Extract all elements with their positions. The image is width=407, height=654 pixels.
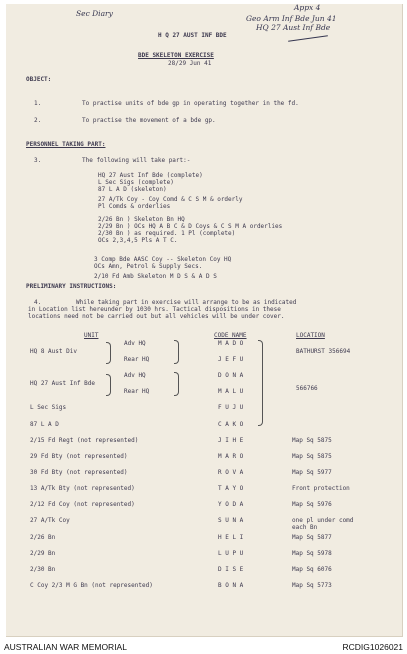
prelim-line: While taking part in exercise will arrange to be as indicated (76, 299, 297, 306)
table-row-location: one pl under comd (292, 517, 354, 524)
paper-sheet (6, 4, 403, 637)
handwritten-note-left: Sec Diary (76, 9, 113, 18)
table-row-sub: Adv HQ (124, 340, 146, 347)
table-row-sub: Rear HQ (124, 356, 150, 363)
table-row-location: Map Sq 5877 (292, 534, 332, 541)
table-row-code: J E F U (218, 356, 244, 363)
column-header-location: LOCATION (296, 332, 325, 339)
personnel-line: OCs Amn, Petrol & Supply Secs. (94, 263, 203, 270)
document-title: H Q 27 AUST INF BDE (158, 32, 227, 39)
table-row-unit: L Sec Sigs (30, 404, 67, 411)
archive-footer (0, 640, 407, 654)
table-row-location: Map Sq 5978 (292, 550, 332, 557)
document-date: 28/29 Jun 41 (168, 60, 212, 67)
document-subtitle: BDE SKELETON EXERCISE (138, 52, 214, 59)
table-row-code: S U N A (218, 517, 244, 524)
table-row-code: B O N A (218, 582, 244, 589)
object-item-text: To practise units of bde gp in operating together in the fd. (82, 100, 299, 107)
brace-hq-bde-codes (174, 372, 179, 396)
brace-hq-div-codes (174, 340, 179, 364)
table-row-code: Y O D A (218, 501, 244, 508)
personnel-line: L Sec Sigs (complete) (98, 179, 174, 186)
table-row-code: H E L I (218, 534, 244, 541)
object-item-number: 2. (34, 117, 42, 124)
table-row-code: T A Y O (218, 485, 244, 492)
table-row-code: L U P U (218, 550, 244, 557)
handwritten-note-line3: HQ 27 Aust Inf Bde (256, 23, 331, 32)
footer-record-id: RCDIG1026021 (342, 642, 403, 652)
table-row-unit: 2/30 Bn (30, 566, 56, 573)
column-header-code: CODE NAME (214, 332, 247, 339)
table-row-unit: 2/15 Fd Regt (not represented) (30, 437, 139, 444)
personnel-line: 2/26 Bn ) Skeleton Bn HQ (98, 216, 185, 223)
table-row-code: M A L U (218, 388, 244, 395)
table-row-unit: 87 L A D (30, 421, 59, 428)
table-row-location: BATHURST 356694 (296, 348, 351, 355)
personnel-line: 2/30 Bn ) as required. 1 Pl (complete) (98, 230, 236, 237)
personnel-heading: PERSONNEL TAKING PART: (26, 141, 106, 148)
personnel-number: 3. (34, 157, 42, 164)
handwritten-note-appx: Appx 4 (294, 3, 321, 12)
table-row-code: F U J U (218, 404, 244, 411)
table-row-unit: 29 Fd Bty (not represented) (30, 453, 128, 460)
table-row-unit: HQ 8 Aust Div (30, 348, 77, 355)
footer-institution: AUSTRALIAN WAR MEMORIAL (4, 642, 127, 652)
personnel-intro: The following will take part:- (82, 157, 191, 164)
table-row-unit: 27 A/Tk Coy (30, 517, 70, 524)
table-row-code: C A K O (218, 421, 244, 428)
table-row-location: Map Sq 5875 (292, 437, 332, 444)
table-row-location: Map Sq 6076 (292, 566, 332, 573)
personnel-line: HQ 27 Aust Inf Bde (complete) (98, 172, 203, 179)
table-row-unit: HQ 27 Aust Inf Bde (30, 380, 96, 387)
table-row-location: Map Sq 5977 (292, 469, 332, 476)
table-row-code: J I H E (218, 437, 244, 444)
table-row-location: Map Sq 5875 (292, 453, 332, 460)
column-header-unit: UNIT (84, 332, 99, 339)
table-row-code: M A R O (218, 453, 244, 460)
brace-code-group (258, 340, 263, 426)
table-row-unit: 2/26 Bn (30, 534, 56, 541)
brace-hq-bde (106, 374, 111, 396)
personnel-line: 2/29 Bn ) OCs HQ A B C & D Coys & C S M A orderlies (98, 223, 283, 230)
table-row-unit: C Coy 2/3 M G Bn (not represented) (30, 582, 153, 589)
personnel-line: 3 Comp Bde AASC Coy -- Skeleton Coy HQ (94, 256, 232, 263)
table-row-location: 566766 (296, 385, 318, 392)
table-row-code: D O N A (218, 372, 244, 379)
object-item-text: To practise the movement of a bde gp. (82, 117, 216, 124)
table-row-code: D I S E (218, 566, 244, 573)
personnel-line: 27 A/Tk Coy - Coy Comd & C S M & orderly (98, 196, 243, 203)
prelim-number: 4. (34, 299, 42, 306)
brace-hq-div (106, 342, 111, 364)
personnel-line: OCs 2,3,4,5 Pls A T C. (98, 237, 178, 244)
table-row-code: M A D O (218, 340, 244, 347)
object-item-number: 1. (34, 100, 42, 107)
table-row-location: Front protection (292, 485, 350, 492)
personnel-line: 87 L A D (skeleton) (98, 186, 167, 193)
prelim-line: in Location list hereunder by 1030 hrs. Tactical dispositions in these (28, 306, 281, 313)
personnel-line: 2/10 Fd Amb Skeleton M D S & A D S (94, 273, 217, 280)
personnel-line: Pl Comds & orderlies (98, 203, 171, 210)
table-row-unit: 13 A/Tk Bty (not represented) (30, 485, 135, 492)
table-row-unit: 2/12 Fd Coy (not represented) (30, 501, 135, 508)
table-row-sub: Adv HQ (124, 372, 146, 379)
prelim-line: locations need not be carried out but all vehicles will be under cover. (28, 313, 285, 320)
table-row-code: R O V A (218, 469, 244, 476)
handwritten-note-line2: Geo Arm Inf Bde Jun 41 (246, 14, 337, 23)
table-row-location: Map Sq 5976 (292, 501, 332, 508)
table-row-location: Map Sq 5773 (292, 582, 332, 589)
table-row-sub: Rear HQ (124, 388, 150, 395)
prelim-heading: PRELIMINARY INSTRUCTIONS: (26, 283, 117, 290)
table-row-unit: 2/29 Bn (30, 550, 56, 557)
table-row-location: each Bn (292, 524, 318, 531)
handwritten-underline (288, 35, 328, 42)
table-row-unit: 30 Fd Bty (not represented) (30, 469, 128, 476)
object-heading: OBJECT: (26, 76, 52, 83)
